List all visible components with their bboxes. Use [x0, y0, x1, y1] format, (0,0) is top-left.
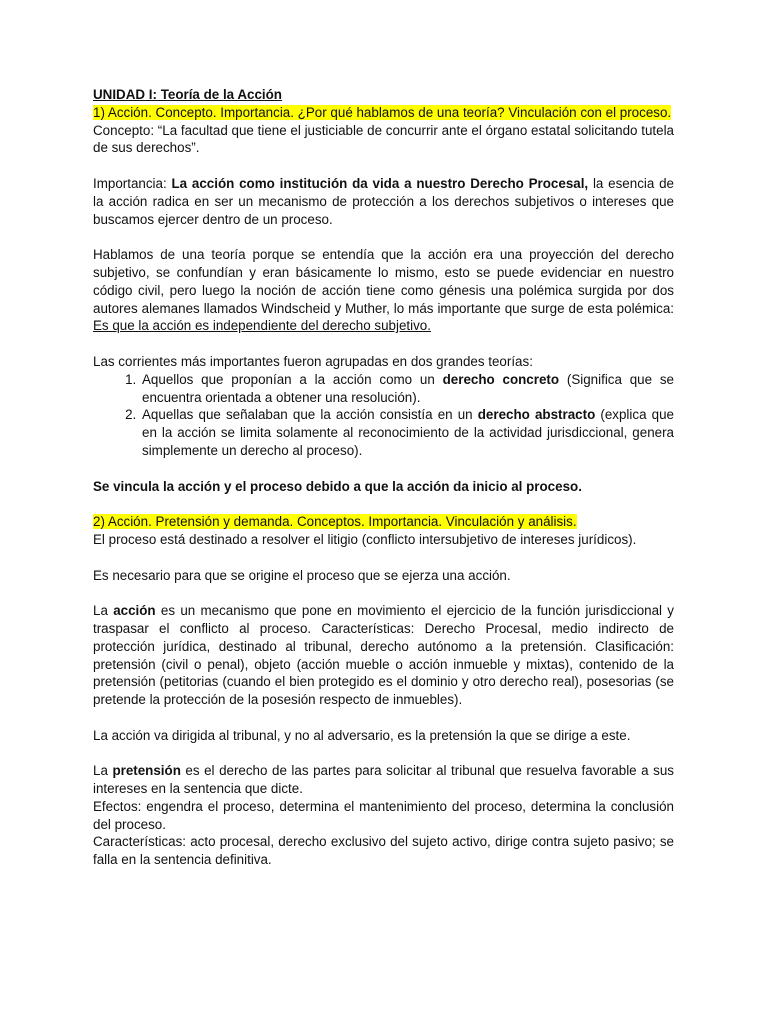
- concepto-paragraph: Concepto: “La facultad que tiene el justiciable de concurrir ante el órgano estatal solicitando tutela de sus derechos”.: [93, 122, 674, 156]
- list-item: [140, 371, 674, 407]
- unit-title: UNIDAD I: Teoría de la Acción: [93, 87, 282, 102]
- list-item-text: Aquellas que señalaban que la acción consistía en un: [142, 407, 478, 423]
- list-item-text: Aquellos que proponían a la acción como un: [142, 371, 443, 387]
- list-item-text: (Significa que se encuentra orientada a obtener una resolución).: [142, 371, 675, 405]
- vincula-statement: Se vincula la acción y el proceso debido a que la acción da inicio al proceso.: [93, 478, 582, 494]
- dirigida-paragraph: La acción va dirigida al tribunal, y no al adversario, es la pretensión la que se dirige a este.: [93, 727, 631, 743]
- proceso-paragraph: El proceso está destinado a resolver el litigio (conflicto intersubjetivo de intereses jurídicos).: [93, 531, 637, 547]
- teoria-text: Hablamos de una teoría porque se entendía que la acción era una proyección del derecho subjetivo, se confundían y eran básicamente lo mismo, esto se puede evidenciar en nuestro código civil, pero luego la noción de acción tiene como génesis una polémica surgida por dos autores alemanes llamados Windscheid y Muther, lo más importante que surge de esta polémica:: [93, 247, 674, 316]
- accion-pre: La: [93, 603, 114, 619]
- importancia-bold: La acción como institución da vida a nuestro Derecho Procesal,: [171, 175, 589, 191]
- section-1-heading: [93, 104, 674, 122]
- list-item-text: (explica que en la acción se limita solamente al reconocimiento de la actividad jurisdiccional, genera simplemente un derecho al proceso).: [142, 407, 674, 458]
- section-1-heading-highlight: 1) Acción. Concepto. Importancia. ¿Por qué hablamos de una teoría? Vinculación con el proceso.: [93, 104, 672, 120]
- necesario-paragraph: Es necesario para que se origine el proceso que se ejerza una acción.: [93, 567, 511, 583]
- pretension-bold: pretensión: [112, 763, 181, 779]
- corrientes-intro: Las corrientes más importantes fueron agrupadas en dos grandes teorías:: [93, 353, 533, 369]
- list-item-bold: derecho abstracto: [477, 407, 596, 423]
- teoria-underline: Es que la acción es independiente del derecho subjetivo.: [93, 318, 431, 334]
- importancia-label: Importancia:: [93, 175, 172, 191]
- pretension-paragraph: [93, 762, 674, 798]
- list-item: [140, 406, 674, 459]
- importancia-rest: la esencia de la acción radica en ser un mecanismo de protección a los derechos subjetivos o intereses que buscamos ejercer dentro de un proceso.: [93, 175, 674, 227]
- list-item-bold: derecho concreto: [442, 371, 560, 387]
- spacer: [93, 495, 674, 513]
- pretension-rest: es el derecho de las partes para solicitar al tribunal que resuelva favorable a sus intereses en la sentencia que dicte.: [93, 763, 674, 797]
- spacer: [93, 584, 674, 602]
- importancia-paragraph: [93, 175, 674, 228]
- section-2-heading-highlight: 2) Acción. Pretensión y demanda. Conceptos. Importancia. Vinculación y análisis.: [93, 514, 577, 530]
- caracteristicas-paragraph: Características: acto procesal, derecho exclusivo del sujeto activo, dirige contra sujeto pasivo; se falla en la sentencia definitiva.: [93, 834, 674, 868]
- efectos-paragraph: Efectos: engendra el proceso, determina el mantenimiento del proceso, determina la conclusión del proceso.: [93, 798, 674, 832]
- spacer: [93, 335, 674, 353]
- section-2-heading: [93, 513, 674, 531]
- spacer: [93, 228, 674, 246]
- teoria-paragraph: [93, 246, 674, 335]
- pretension-pre: La: [93, 763, 113, 779]
- spacer: [93, 744, 674, 762]
- accion-paragraph: [93, 602, 674, 709]
- spacer: [93, 157, 674, 175]
- theories-list: [93, 371, 674, 460]
- accion-bold: acción: [113, 603, 156, 619]
- spacer: [93, 460, 674, 478]
- accion-rest: es un mecanismo que pone en movimiento el ejercicio de la función jurisdiccional y traspasar el conflicto al proceso. Características: Derecho Procesal, medio indirecto de protección jurídica, destinado al tribunal, derecho autónomo a la pretensión. Clasificación: pretensión (civil o penal), objeto (acción mueble o acción inmueble y mixtas), contenido de la pretensión (petitorias (cuando el bien protegido es el dominio y otro derecho real), posesorias (se pretende la protección de la posesión respecto de inmuebles).: [93, 603, 674, 708]
- spacer: [93, 549, 674, 567]
- spacer: [93, 709, 674, 727]
- document-page: [93, 86, 674, 869]
